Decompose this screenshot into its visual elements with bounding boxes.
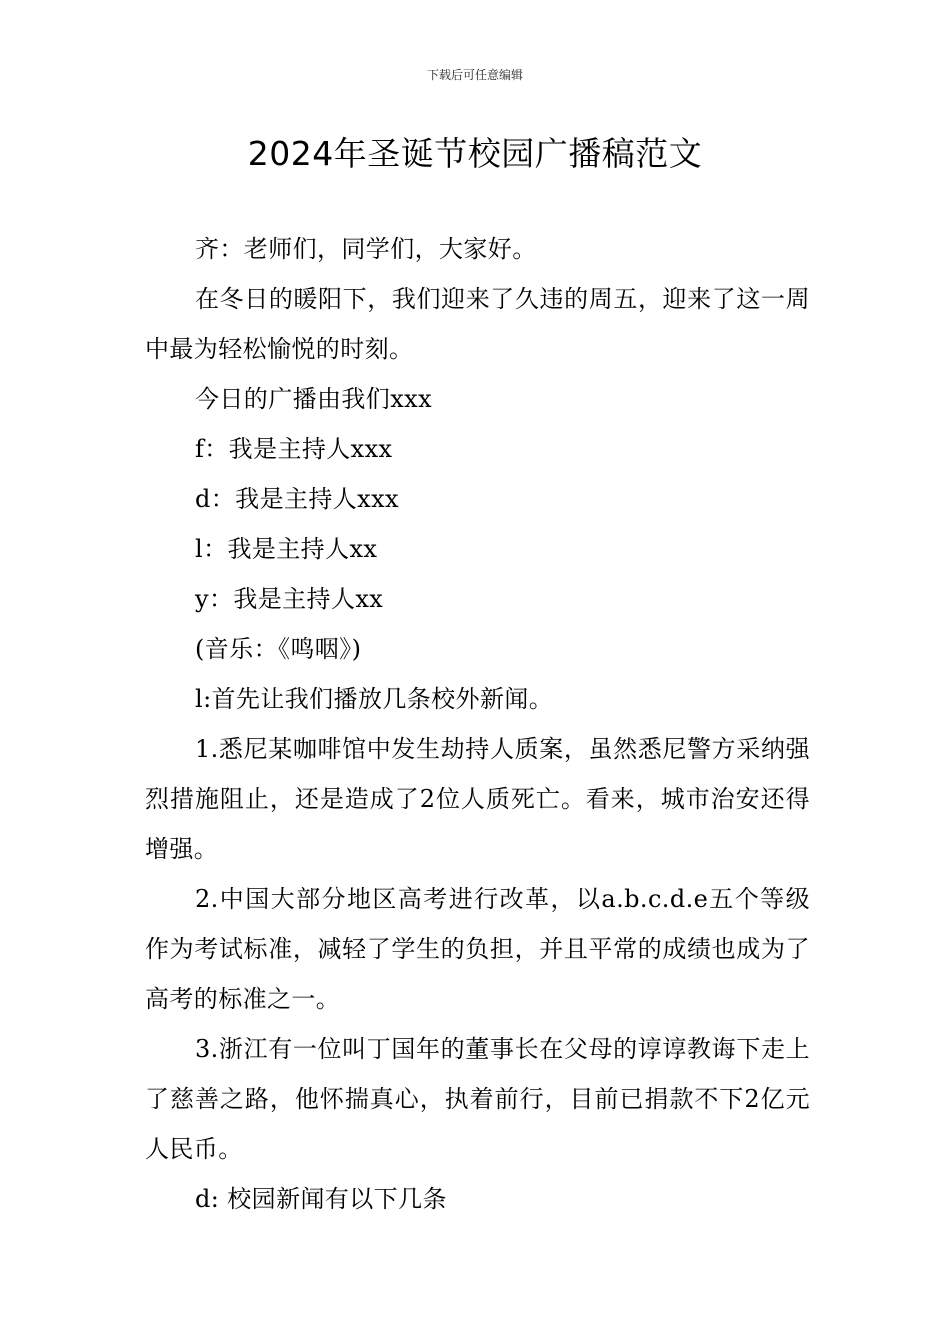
paragraph-host-f: f：我是主持人xxx [195,435,393,463]
paragraph-intro: 在冬日的暖阳下，我们迎来了久违的周五，迎来了这一周中最为轻松愉悦的时刻。 [145,285,810,363]
paragraph-news-2: 2.中国大部分地区高考进行改革，以a.b.c.d.e五个等级作为考试标准，减轻了学生的负担，并且平常的成绩也成为了高考的标准之一。 [145,885,810,1013]
paragraph-music-note: (音乐：《鸣咽》) [195,635,362,663]
paragraph-greeting: 齐：老师们，同学们，大家好。 [195,235,537,263]
header-note: 下载后可任意编辑 [426,68,523,82]
paragraph-hosts-intro: 今日的广播由我们xxx [195,385,433,413]
document-title: 2024年圣诞节校园广播稿范文 [247,134,703,173]
paragraph-news-1: 1.悉尼某咖啡馆中发生劫持人质案，虽然悉尼警方采纳强烈措施阻止，还是造成了2位人质死亡。看来，城市治安还得增强。 [145,735,810,863]
paragraph-news-intro: l:首先让我们播放几条校外新闻。 [195,685,554,713]
paragraph-news-3: 3.浙江有一位叫丁国年的董事长在父母的谆谆教诲下走上了慈善之路，他怀揣真心，执着前行，目前已捐款不下2亿元人民币。 [145,1035,810,1163]
paragraph-host-l: l：我是主持人xx [195,535,378,563]
paragraph-host-d: d：我是主持人xxx [195,485,399,513]
paragraph-campus-news-intro: d: 校园新闻有以下几条 [195,1185,447,1213]
document-body [145,224,810,1224]
paragraph-host-y: y：我是主持人xx [195,585,384,613]
